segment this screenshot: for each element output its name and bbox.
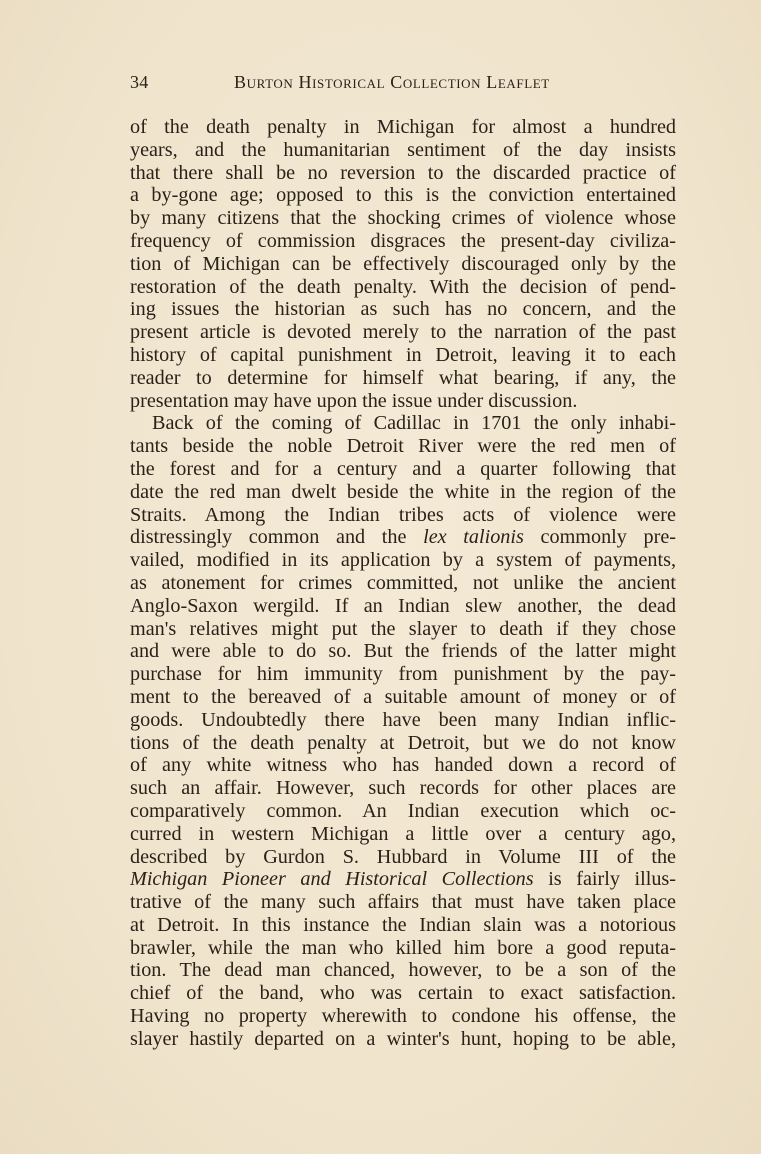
text-line: tion. The dead man chanced, however, to be a son of the bbox=[130, 959, 676, 982]
text-line: man's relatives might put the slayer to death if they chose bbox=[130, 617, 676, 640]
text-line: vailed, modified in its application by a system of payments, bbox=[130, 549, 676, 572]
text-line: that there shall be no reversion to the discarded practice of bbox=[130, 161, 676, 184]
text-line: tants beside the noble Detroit River were the red men of bbox=[130, 435, 676, 458]
text-line: by many citizens that the shocking crimes of violence whose bbox=[130, 207, 676, 230]
text-line: slayer hastily departed on a winter's hunt, hoping to be able, bbox=[130, 1027, 676, 1050]
text-line: goods. Undoubtedly there have been many Indian inflic- bbox=[130, 708, 676, 731]
running-title: Burton Historical Collection Leaflet bbox=[234, 72, 550, 92]
text-line: presentation may have upon the issue under discussion. bbox=[130, 389, 578, 412]
text-line: reader to determine for himself what bearing, if any, the bbox=[130, 366, 676, 389]
text-line: date the red man dwelt beside the white in the region of the bbox=[130, 480, 676, 503]
text-line: purchase for him immunity from punishment by the pay- bbox=[130, 663, 676, 686]
text-segment: distressingly common and the bbox=[130, 526, 407, 549]
text-line: Anglo-Saxon wergild. If an Indian slew another, the dead bbox=[130, 594, 676, 617]
text-line: Having no property wherewith to condone his offense, the bbox=[130, 1005, 676, 1028]
text-line: history of capital punishment in Detroit, leaving it to each bbox=[130, 343, 676, 366]
text-line: such an affair. However, such records for other places are bbox=[130, 777, 676, 800]
text-line: curred in western Michigan a little over a century ago, bbox=[130, 822, 676, 845]
text-line: tions of the death penalty at Detroit, but we do not know bbox=[130, 731, 676, 754]
text-line: trative of the many such affairs that must have taken place bbox=[130, 891, 676, 914]
text-segment: is fairly illus- bbox=[548, 868, 676, 891]
text-line-with-italic bbox=[130, 868, 676, 891]
text-line: of any white witness who has handed down a record of bbox=[130, 754, 676, 777]
text-line: present article is devoted merely to the narration of the past bbox=[130, 321, 676, 344]
text-line: the forest and for a century and a quarter following that bbox=[130, 457, 676, 480]
italic-phrase: Michigan Pioneer and Historical Collections bbox=[130, 868, 534, 891]
body-text bbox=[130, 116, 676, 1051]
text-line: restoration of the death penalty. With the decision of pend- bbox=[130, 275, 676, 298]
text-line: years, and the humanitarian sentiment of the day insists bbox=[130, 138, 676, 161]
text-line: chief of the band, who was certain to exact satisfaction. bbox=[130, 982, 676, 1005]
text-line: a by-gone age; opposed to this is the conviction entertained bbox=[130, 184, 676, 207]
text-line: tion of Michigan can be effectively discouraged only by the bbox=[130, 252, 676, 275]
text-segment: commonly pre- bbox=[540, 526, 676, 549]
page-number: 34 bbox=[130, 72, 149, 92]
text-line: and were able to do so. But the friends of the latter might bbox=[130, 640, 676, 663]
text-line: at Detroit. In this instance the Indian slain was a notorious bbox=[130, 913, 676, 936]
text-line: ment to the bereaved of a suitable amount of money or of bbox=[130, 685, 676, 708]
text-line: Back of the coming of Cadillac in 1701 the only inhabi- bbox=[152, 412, 676, 435]
page-header bbox=[130, 72, 676, 98]
text-line-with-italic bbox=[130, 526, 676, 549]
text-line: as atonement for crimes committed, not unlike the ancient bbox=[130, 571, 676, 594]
italic-phrase: lex talionis bbox=[423, 526, 524, 549]
text-line: ing issues the historian as such has no concern, and the bbox=[130, 298, 676, 321]
text-line: Straits. Among the Indian tribes acts of violence were bbox=[130, 503, 676, 526]
text-line: described by Gurdon S. Hubbard in Volume III of the bbox=[130, 845, 676, 868]
text-line: of the death penalty in Michigan for almost a hundred bbox=[130, 116, 676, 138]
text-line: comparatively common. An Indian execution which oc- bbox=[130, 799, 676, 822]
text-line: brawler, while the man who killed him bore a good reputa- bbox=[130, 936, 676, 959]
text-line: frequency of commission disgraces the present-day civiliza- bbox=[130, 229, 676, 252]
